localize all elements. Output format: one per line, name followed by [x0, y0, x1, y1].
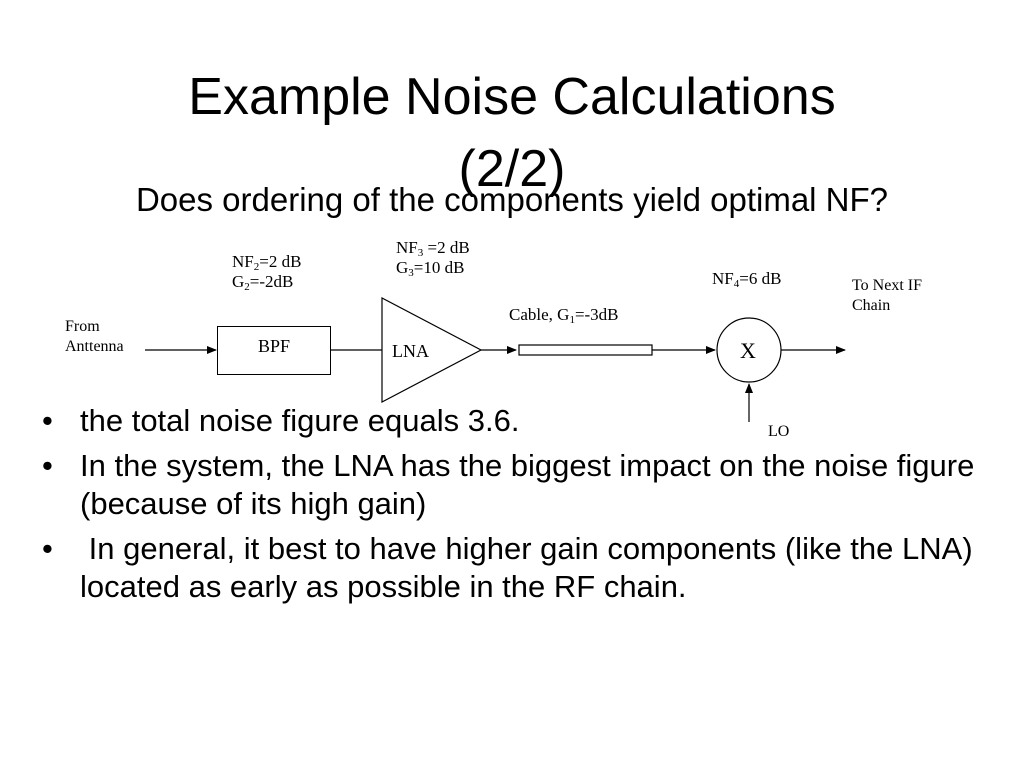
bullet-text: the total noise figure equals 3.6.: [80, 403, 520, 438]
lna-gain-label: $G_3=10$ dB: [396, 258, 465, 279]
lo-label: LO: [768, 423, 790, 440]
bpf-nf-label: $NF_2=2$ dB: [232, 252, 302, 273]
bullet-text: In general, it best to have higher gain components (like the LNA) located as early as possible in the RF chain.: [80, 531, 982, 604]
source-label: [65, 317, 124, 357]
bullet-item: [40, 530, 1000, 606]
source-label-line1: From: [65, 318, 100, 335]
lna-block-label: LNA: [392, 341, 429, 361]
bpf-block-label: BPF: [257, 336, 291, 356]
mixer-nf-label: $NF_4=6$ dB: [712, 269, 782, 290]
slide-title-line2: (2/2): [458, 140, 566, 198]
source-label-line2: Anttenna: [65, 338, 124, 355]
mixer-symbol-label: X: [740, 338, 756, 363]
output-label-line1: To Next IF: [852, 277, 922, 294]
bpf-block: [217, 326, 331, 375]
bullet-item: [40, 447, 1000, 523]
slide-title-line1: Example Noise Calculations: [188, 68, 836, 126]
output-label: [852, 276, 922, 316]
bpf-gain-label: $G_2=-2dB$: [232, 272, 294, 293]
slide-subtitle: Does ordering of the components yield optimal NF?: [135, 181, 889, 218]
bpf-params: [232, 252, 301, 292]
cable-label: Cable, $G_1=-3dB$: [509, 305, 619, 326]
lna-nf-label: $NF_3 =2$ dB: [396, 238, 470, 259]
lna-params: [396, 238, 470, 278]
bullet-text: In the system, the LNA has the biggest impact on the noise figure (because of its high gain): [80, 448, 975, 521]
output-label-line2: Chain: [852, 297, 891, 314]
bullet-list: [40, 402, 1000, 613]
bullet-dot: •: [42, 531, 53, 566]
bullet-dot: •: [42, 403, 53, 438]
cable-element: [519, 345, 652, 355]
bullet-dot: •: [42, 448, 53, 483]
bullet-item: [40, 402, 1000, 440]
